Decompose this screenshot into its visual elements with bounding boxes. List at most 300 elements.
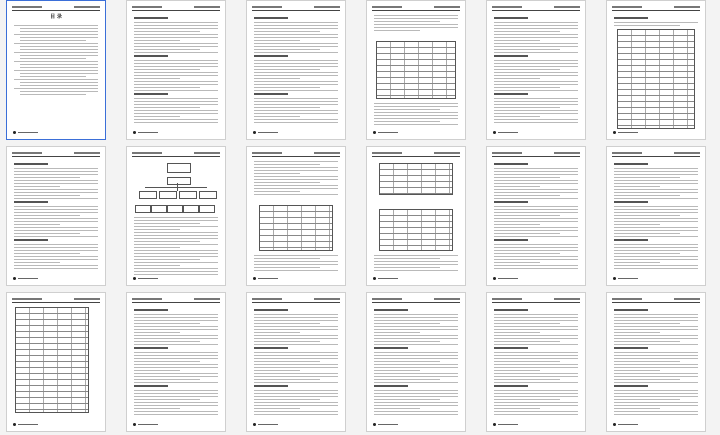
text-line <box>134 338 218 339</box>
text-line <box>494 63 578 64</box>
text-line <box>134 101 218 102</box>
text-line <box>614 341 680 342</box>
org-chart-box <box>151 205 167 213</box>
header-left-text <box>132 6 162 8</box>
text-line <box>134 235 218 236</box>
text-line <box>614 180 698 181</box>
text-line <box>14 70 98 71</box>
text-line <box>14 256 98 257</box>
text-line <box>374 267 440 268</box>
text-line <box>614 352 698 353</box>
text-line <box>374 370 420 371</box>
text-line <box>614 326 698 327</box>
text-line <box>254 98 338 99</box>
text-line <box>20 67 98 68</box>
text-line <box>14 180 98 181</box>
text-line <box>614 355 698 356</box>
text-line <box>134 226 218 227</box>
text-line <box>134 259 200 260</box>
text-line <box>134 220 218 221</box>
text-line <box>134 326 218 327</box>
text-line <box>134 52 218 53</box>
footer-logo-icon <box>13 423 16 426</box>
text-line <box>14 227 98 228</box>
text-line <box>494 25 578 26</box>
text-line <box>494 113 578 114</box>
text-line <box>254 78 300 79</box>
text-line <box>14 201 48 203</box>
text-line <box>134 25 218 26</box>
text-line <box>20 82 98 83</box>
text-line <box>20 31 98 32</box>
text-line <box>494 367 578 368</box>
text-line <box>254 314 338 315</box>
text-line <box>134 90 218 91</box>
header-left-text <box>372 6 402 8</box>
text-line <box>494 101 578 102</box>
text-line <box>134 382 218 383</box>
text-line <box>254 264 338 265</box>
text-line <box>254 182 320 183</box>
footer-text <box>618 424 638 425</box>
text-line <box>374 317 458 318</box>
text-line <box>14 209 98 210</box>
text-line <box>374 103 458 104</box>
text-line <box>254 396 338 397</box>
text-line <box>134 396 218 397</box>
footer-text <box>18 132 38 133</box>
text-line <box>494 43 578 44</box>
text-line <box>374 270 458 271</box>
text-line <box>614 177 680 178</box>
text-line <box>494 122 578 123</box>
text-line <box>254 46 338 47</box>
text-line <box>494 75 578 76</box>
text-line <box>134 110 218 111</box>
page-thumbnail[interactable] <box>486 292 586 432</box>
text-line <box>14 163 48 165</box>
text-line <box>494 110 578 111</box>
header-left-text <box>252 298 282 300</box>
text-line <box>494 344 578 345</box>
page-header <box>492 152 580 157</box>
text-line <box>614 25 680 26</box>
text-line <box>14 171 98 172</box>
page-body <box>254 15 338 125</box>
text-line <box>14 34 98 35</box>
header-right-text <box>314 152 340 154</box>
text-line <box>494 192 578 193</box>
text-line <box>494 87 560 88</box>
text-line <box>494 268 578 269</box>
text-line <box>14 265 98 266</box>
text-line <box>494 171 578 172</box>
text-line <box>134 320 218 321</box>
page-header <box>492 298 580 303</box>
footer-text <box>618 132 638 133</box>
text-line <box>254 72 338 73</box>
text-line <box>614 370 660 371</box>
footer-logo-icon <box>253 131 256 134</box>
text-line <box>254 317 338 318</box>
text-line <box>254 28 338 29</box>
text-line <box>614 192 698 193</box>
data-table <box>376 41 456 99</box>
footer-text <box>258 278 278 279</box>
text-line <box>134 352 218 353</box>
text-line <box>254 194 338 195</box>
text-line <box>20 76 86 77</box>
text-line <box>254 188 338 189</box>
text-line <box>134 411 218 412</box>
text-line <box>134 98 218 99</box>
text-line <box>614 22 698 23</box>
text-line <box>374 332 420 333</box>
text-line <box>134 393 218 394</box>
text-line <box>374 15 458 16</box>
text-line <box>374 376 458 377</box>
text-line <box>14 177 80 178</box>
text-line <box>614 212 698 213</box>
text-line <box>134 40 180 41</box>
text-line <box>254 405 338 406</box>
text-line <box>254 161 338 162</box>
footer-logo-icon <box>373 131 376 134</box>
text-line <box>494 399 560 400</box>
text-line <box>254 122 338 123</box>
text-line <box>374 30 420 31</box>
text-line <box>614 314 698 315</box>
text-line <box>494 195 560 196</box>
page-footer <box>613 423 639 426</box>
text-line <box>134 256 218 257</box>
header-left-text <box>612 6 642 8</box>
text-line <box>494 209 578 210</box>
text-line <box>614 198 698 199</box>
org-chart-box <box>167 177 191 185</box>
text-line <box>14 88 98 89</box>
text-line <box>134 66 218 67</box>
text-line <box>494 40 540 41</box>
text-line <box>494 361 560 362</box>
text-line <box>494 198 578 199</box>
text-line <box>134 361 200 362</box>
text-line <box>374 258 440 259</box>
text-line <box>14 198 98 199</box>
text-line <box>494 358 578 359</box>
page-header <box>252 298 340 303</box>
text-line <box>134 250 218 251</box>
text-line <box>614 262 660 263</box>
text-line <box>614 376 698 377</box>
text-line <box>14 174 98 175</box>
header-left-text <box>612 298 642 300</box>
text-line <box>374 367 458 368</box>
text-line <box>374 314 458 315</box>
org-chart-box <box>135 205 151 213</box>
text-line <box>254 323 320 324</box>
text-line <box>14 244 98 245</box>
text-line <box>614 168 698 169</box>
text-line <box>20 85 98 86</box>
page-body <box>14 25 98 97</box>
header-left-text <box>132 152 162 154</box>
text-line <box>254 55 288 57</box>
text-line <box>254 49 320 50</box>
text-line <box>134 87 200 88</box>
page-thumbnail[interactable] <box>366 0 466 140</box>
text-line <box>494 265 578 266</box>
text-line <box>14 25 98 26</box>
text-line <box>494 393 578 394</box>
header-right-text <box>554 152 580 154</box>
text-line <box>614 393 698 394</box>
text-line <box>374 27 458 28</box>
text-line <box>254 270 338 271</box>
text-line <box>254 355 338 356</box>
text-line <box>254 17 288 19</box>
text-line <box>254 173 300 174</box>
text-line <box>494 28 578 29</box>
text-line <box>614 344 698 345</box>
text-line <box>494 215 560 216</box>
text-line <box>614 209 698 210</box>
text-line <box>14 195 80 196</box>
text-line <box>134 49 200 50</box>
page-header <box>132 152 220 157</box>
text-line <box>614 329 698 330</box>
text-line <box>374 320 458 321</box>
text-line <box>494 230 578 231</box>
header-right-text <box>194 6 220 8</box>
text-line <box>614 379 680 380</box>
footer-logo-icon <box>253 423 256 426</box>
page-thumbnail[interactable] <box>6 146 106 286</box>
text-line <box>614 17 648 19</box>
text-line <box>254 81 338 82</box>
page-thumbnail[interactable] <box>606 146 706 286</box>
page-thumbnail[interactable] <box>246 146 346 286</box>
text-line <box>20 94 86 95</box>
text-line <box>374 115 458 116</box>
text-line <box>374 361 440 362</box>
text-line <box>14 79 98 80</box>
text-line <box>134 244 218 245</box>
page-body-lower <box>374 103 458 127</box>
page-thumbnail[interactable] <box>366 292 466 432</box>
text-line <box>134 217 218 218</box>
text-line <box>254 341 320 342</box>
text-line <box>494 244 578 245</box>
page-footer <box>613 131 639 134</box>
page-footer <box>373 131 399 134</box>
text-line <box>254 338 338 339</box>
text-line <box>20 55 98 56</box>
footer-logo-icon <box>13 131 16 134</box>
header-left-text <box>252 152 282 154</box>
text-line <box>374 329 458 330</box>
data-table <box>379 163 453 195</box>
page-footer <box>613 277 639 280</box>
page-thumbnail-grid <box>6 0 706 432</box>
data-table <box>379 209 453 251</box>
text-line <box>254 66 338 67</box>
page-footer <box>133 131 159 134</box>
header-right-text <box>434 152 460 154</box>
text-line <box>254 370 300 371</box>
text-line <box>134 323 200 324</box>
footer-logo-icon <box>13 277 16 280</box>
header-right-text <box>74 6 100 8</box>
text-line <box>14 189 98 190</box>
text-line <box>494 364 578 365</box>
footer-text <box>498 424 518 425</box>
page-thumbnail[interactable] <box>126 0 226 140</box>
text-line <box>494 382 578 383</box>
page-thumbnail[interactable] <box>6 292 106 432</box>
text-line <box>614 402 698 403</box>
page-body <box>134 15 218 125</box>
text-line <box>494 17 528 19</box>
text-line <box>254 90 338 91</box>
text-line <box>134 63 218 64</box>
footer-logo-icon <box>133 131 136 134</box>
text-line <box>14 236 98 237</box>
page-thumbnail[interactable] <box>486 146 586 286</box>
page-header <box>12 6 100 11</box>
footer-text <box>618 278 638 279</box>
page-body <box>614 307 698 417</box>
text-line <box>494 98 578 99</box>
text-line <box>14 52 98 53</box>
text-line <box>494 414 578 415</box>
text-line <box>494 218 578 219</box>
text-line <box>254 60 338 61</box>
text-line <box>494 376 578 377</box>
page-header <box>612 152 700 157</box>
text-line <box>494 52 578 53</box>
page-thumbnail[interactable] <box>246 292 346 432</box>
page-footer <box>493 277 519 280</box>
page-thumbnail[interactable] <box>126 146 226 286</box>
text-line <box>494 396 578 397</box>
page-thumbnail[interactable] <box>606 0 706 140</box>
page-thumbnail[interactable] <box>366 146 466 286</box>
text-line <box>614 358 698 359</box>
text-line <box>14 43 98 44</box>
text-line <box>494 66 578 67</box>
header-right-text <box>554 6 580 8</box>
text-line <box>494 326 578 327</box>
text-line <box>134 55 168 57</box>
page-thumbnail[interactable] <box>126 292 226 432</box>
text-line <box>254 390 338 391</box>
text-line <box>494 90 578 91</box>
text-line <box>134 232 218 233</box>
toc-title: 目 录 <box>50 14 62 20</box>
text-line <box>374 323 440 324</box>
text-line <box>494 177 560 178</box>
text-line <box>374 408 420 409</box>
text-line <box>14 233 80 234</box>
page-footer <box>373 277 399 280</box>
text-line <box>494 411 578 412</box>
text-line <box>494 239 528 241</box>
text-line <box>494 186 540 187</box>
text-line <box>494 72 578 73</box>
text-line <box>254 358 338 359</box>
text-line <box>254 43 338 44</box>
text-line <box>134 34 218 35</box>
text-line <box>20 28 98 29</box>
text-line <box>374 124 458 125</box>
text-line <box>254 63 338 64</box>
text-line <box>494 183 578 184</box>
text-line <box>614 364 698 365</box>
text-line <box>254 361 320 362</box>
page-thumbnail[interactable] <box>246 0 346 140</box>
text-line <box>254 379 320 380</box>
text-line <box>254 326 338 327</box>
text-line <box>374 335 458 336</box>
text-line <box>374 326 458 327</box>
text-line <box>494 373 578 374</box>
page-header <box>372 6 460 11</box>
text-line <box>374 393 458 394</box>
page-body <box>614 161 698 271</box>
footer-logo-icon <box>373 423 376 426</box>
text-line <box>494 247 578 248</box>
text-line <box>134 344 218 345</box>
page-body <box>374 15 458 33</box>
text-line <box>494 107 560 108</box>
text-line <box>134 241 200 242</box>
text-line <box>20 73 98 74</box>
text-line <box>614 411 698 412</box>
text-line <box>254 170 338 171</box>
page-footer <box>253 131 279 134</box>
text-line <box>254 332 300 333</box>
page-thumbnail[interactable] <box>6 0 106 140</box>
page-thumbnail[interactable] <box>486 0 586 140</box>
org-chart-box <box>139 191 157 199</box>
text-line <box>374 264 458 265</box>
text-line <box>374 309 408 311</box>
text-line <box>134 247 180 248</box>
text-line <box>614 244 698 245</box>
page-thumbnail[interactable] <box>606 292 706 432</box>
text-line <box>614 174 698 175</box>
text-line <box>134 314 218 315</box>
text-line <box>254 364 338 365</box>
text-line <box>494 338 578 339</box>
text-line <box>14 206 98 207</box>
footer-text <box>258 132 278 133</box>
text-line <box>494 355 578 356</box>
text-line <box>254 52 338 53</box>
org-chart-connector <box>145 187 207 188</box>
text-line <box>494 256 578 257</box>
footer-logo-icon <box>133 423 136 426</box>
text-line <box>254 309 288 311</box>
text-line <box>134 329 218 330</box>
page-header <box>612 298 700 303</box>
text-line <box>254 347 288 349</box>
text-line <box>614 253 680 254</box>
text-line <box>494 93 528 95</box>
data-table <box>259 205 333 251</box>
text-line <box>254 69 320 70</box>
